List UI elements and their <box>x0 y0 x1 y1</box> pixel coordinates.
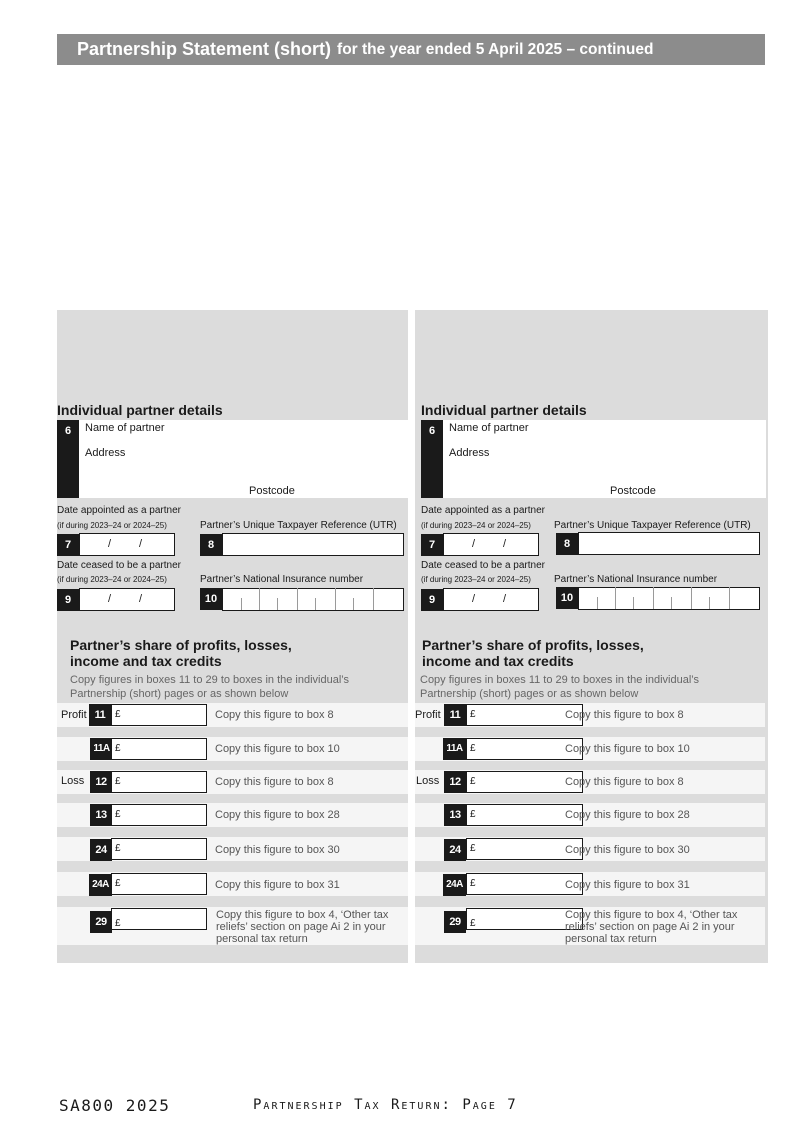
nino-field[interactable] <box>222 588 404 611</box>
box-11a-field[interactable]: £ <box>466 738 583 760</box>
box-11-instruction: Copy this figure to box 8 <box>215 709 334 721</box>
box-number-8: 8 <box>556 533 578 555</box>
box-13-field[interactable]: £ <box>466 804 583 826</box>
date-appointed-field[interactable]: / / <box>79 533 175 556</box>
box-24-instruction: Copy this figure to box 30 <box>215 844 340 856</box>
partner-column-right <box>415 310 768 963</box>
box-11-field[interactable]: £ <box>111 704 207 726</box>
form-code: SA800 2025 <box>59 1096 171 1115</box>
box-number-9: 9 <box>57 589 79 611</box>
postcode-label: Postcode <box>249 485 295 497</box>
box-number-12: 12 <box>90 771 112 793</box>
box-number-6: 6 <box>57 420 79 498</box>
partner-column-left <box>57 310 408 963</box>
box-24-instruction: Copy this figure to box 30 <box>565 844 690 856</box>
box-number-9: 9 <box>421 589 443 611</box>
box-12-instruction: Copy this figure to box 8 <box>565 776 684 788</box>
date-ceased-label: Date ceased to be a partner <box>421 560 545 571</box>
utr-label: Partner’s Unique Taxpayer Reference (UTR) <box>554 520 751 531</box>
utr-label: Partner’s Unique Taxpayer Reference (UTR) <box>200 520 397 531</box>
share-row <box>57 737 408 761</box>
share-row <box>415 837 765 861</box>
box-number-13: 13 <box>90 804 112 826</box>
share-heading: Partner’s share of profits, losses, income and tax credits <box>70 637 292 669</box>
date-ceased-field[interactable]: / / <box>443 588 539 611</box>
utr-field[interactable] <box>578 532 760 555</box>
date-appointed-label: Date appointed as a partner <box>421 505 545 516</box>
box-11a-instruction: Copy this figure to box 10 <box>215 743 340 755</box>
box-number-24: 24 <box>90 839 112 861</box>
date-ceased-qualifier: (if during 2023–24 or 2024–25) <box>57 575 167 584</box>
box-number-24a: 24A <box>443 874 466 896</box>
box-number-6: 6 <box>421 420 443 498</box>
box-12-instruction: Copy this figure to box 8 <box>215 776 334 788</box>
utr-field[interactable] <box>222 533 404 556</box>
share-row <box>415 907 765 945</box>
box-24a-instruction: Copy this figure to box 31 <box>565 879 690 891</box>
name-of-partner-label: Name of partner <box>85 422 165 434</box>
date-ceased-qualifier: (if during 2023–24 or 2024–25) <box>421 575 531 584</box>
box-number-10: 10 <box>556 587 578 609</box>
share-row <box>415 737 765 761</box>
date-appointed-qualifier: (if during 2023–24 or 2024–25) <box>57 521 167 530</box>
box-number-24: 24 <box>444 839 466 861</box>
date-appointed-label: Date appointed as a partner <box>57 505 181 516</box>
partner-name-address-box[interactable] <box>57 420 408 498</box>
share-row <box>57 837 408 861</box>
share-row: Loss 12 £ Copy this figure to box 8 <box>415 770 765 794</box>
box-number-10: 10 <box>200 588 222 610</box>
box-number-11: 11 <box>444 704 466 726</box>
box-number-7: 7 <box>57 534 79 556</box>
partner-name-address-box[interactable] <box>421 420 766 498</box>
box-number-11a: 11A <box>443 738 466 760</box>
box-13-field[interactable]: £ <box>111 804 207 826</box>
share-row <box>415 803 765 827</box>
box-12-field[interactable]: £ <box>466 771 583 793</box>
box-11a-field[interactable]: £ <box>111 738 207 760</box>
header-subtitle: for the year ended 5 April 2025 – continued <box>337 40 654 58</box>
box-11a-instruction: Copy this figure to box 10 <box>565 743 690 755</box>
share-row: Profit 11 £ Copy this figure to box 8 <box>57 703 408 727</box>
section-heading-partner-details: Individual partner details <box>421 402 587 418</box>
date-ceased-field[interactable]: / / <box>79 588 175 611</box>
box-11-field[interactable]: £ <box>466 704 583 726</box>
share-row <box>57 872 408 896</box>
nino-field[interactable] <box>578 587 760 610</box>
date-appointed-qualifier: (if during 2023–24 or 2024–25) <box>421 521 531 530</box>
box-24a-field[interactable]: £ <box>466 873 583 895</box>
box-24-field[interactable]: £ <box>111 838 207 860</box>
box-number-11a: 11A <box>90 738 113 760</box>
date-ceased-label: Date ceased to be a partner <box>57 560 181 571</box>
box-24-field[interactable]: £ <box>466 838 583 860</box>
box-29-field[interactable]: £ <box>111 908 207 930</box>
box-13-instruction: Copy this figure to box 28 <box>215 809 340 821</box>
box-number-11: 11 <box>89 704 111 726</box>
header-title: Partnership Statement (short) <box>77 39 332 59</box>
share-row: Loss 12 £ Copy this figure to box 8 <box>57 770 408 794</box>
box-24a-instruction: Copy this figure to box 31 <box>215 879 340 891</box>
box-number-12: 12 <box>444 771 466 793</box>
address-label: Address <box>85 447 126 459</box>
name-of-partner-label: Name of partner <box>449 422 529 434</box>
nino-label: Partner’s National Insurance number <box>200 574 364 585</box>
share-row <box>415 872 765 896</box>
box-number-29: 29 <box>90 911 112 933</box>
box-29-instruction: Copy this figure to box 4, ‘Other tax reliefs’ section on page Ai 2 in your personal tax return <box>565 909 738 945</box>
date-appointed-field[interactable]: / / <box>443 533 539 556</box>
share-instructions: Copy figures in boxes 11 to 29 to boxes in the individual’s Partnership (short) pages or as shown below <box>70 674 350 700</box>
box-number-8: 8 <box>200 534 222 556</box>
page-label: Partnership Tax Return: Page 7 <box>253 1097 518 1113</box>
box-number-29: 29 <box>444 911 466 933</box>
box-11-instruction: Copy this figure to box 8 <box>565 709 684 721</box>
box-number-24a: 24A <box>89 874 112 896</box>
share-instructions: Copy figures in boxes 11 to 29 to boxes in the individual’s Partnership (short) pages or as shown below <box>420 674 700 700</box>
box-29-instruction: Copy this figure to box 4, ‘Other tax reliefs’ section on page Ai 2 in your personal tax return <box>216 909 389 945</box>
share-row <box>57 907 408 945</box>
box-number-13: 13 <box>444 804 466 826</box>
page-header-banner <box>57 34 765 65</box>
postcode-label: Postcode <box>610 485 656 497</box>
box-24a-field[interactable]: £ <box>111 873 207 895</box>
section-heading-partner-details: Individual partner details <box>57 402 223 418</box>
box-29-field[interactable]: £ <box>466 908 583 930</box>
share-row: Profit 11 £ Copy this figure to box 8 <box>415 703 765 727</box>
box-13-instruction: Copy this figure to box 28 <box>565 809 690 821</box>
share-row <box>57 803 408 827</box>
address-label: Address <box>449 447 490 459</box>
box-number-7: 7 <box>421 534 443 556</box>
share-heading: Partner’s share of profits, losses, income and tax credits <box>422 637 644 669</box>
box-12-field[interactable]: £ <box>111 771 207 793</box>
nino-label: Partner’s National Insurance number <box>554 574 718 585</box>
